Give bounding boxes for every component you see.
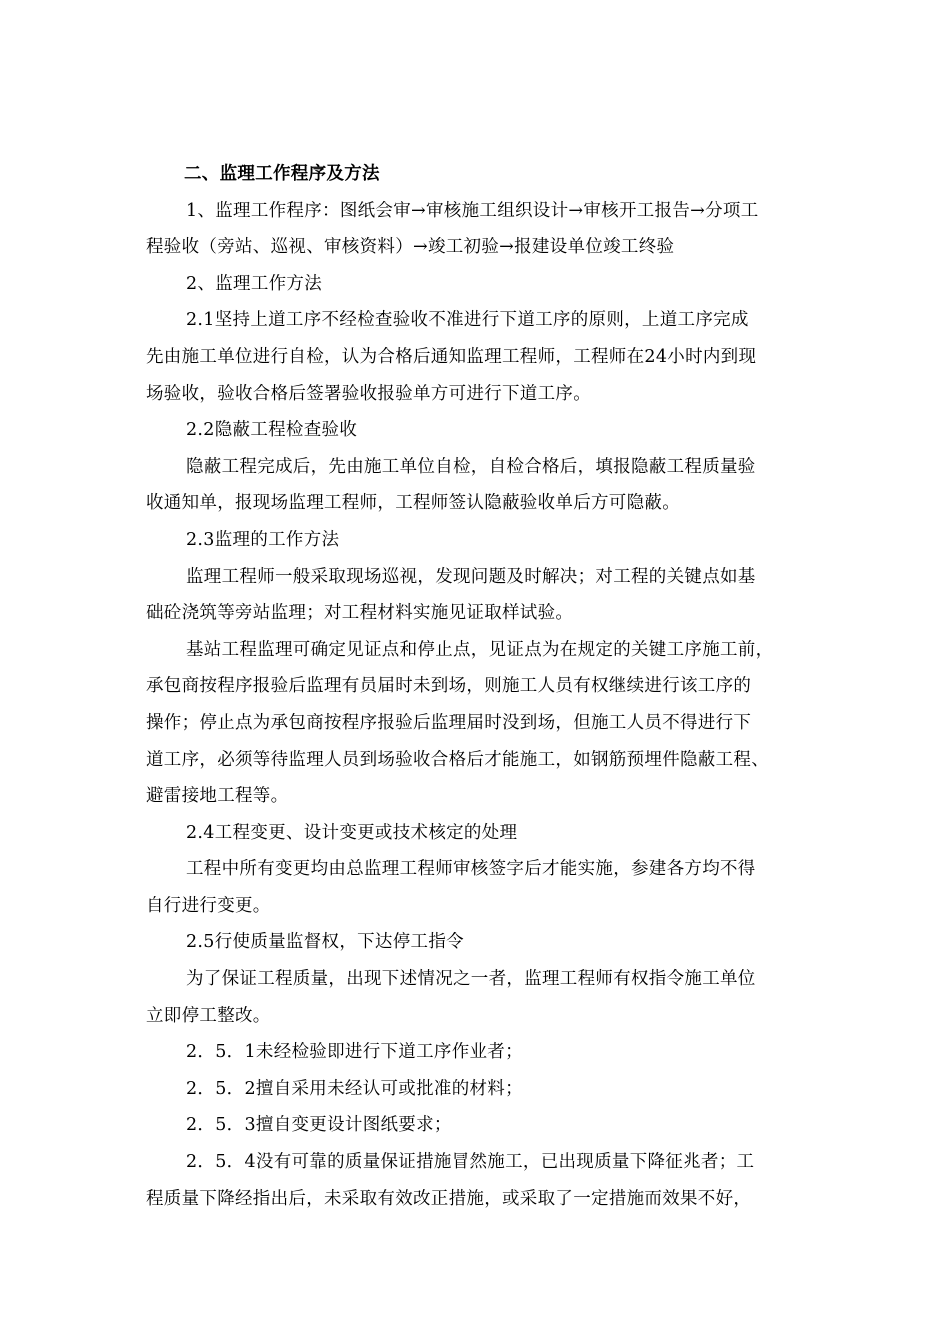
text-line: 1、监理工作程序：图纸会审→审核施工组织设计→审核开工报告→分项工 <box>186 200 759 221</box>
text-line: 避雷接地工程等。 <box>146 786 289 807</box>
text-line: 操作；停止点为承包商按程序报验后监理届时没到场，但施工人员不得进行下 <box>146 712 752 733</box>
text-line: 监理工程师一般采取现场巡视，发现问题及时解决；对工程的关键点如基 <box>186 566 756 587</box>
text-line: 2.4工程变更、设计变更或技术核定的处理 <box>186 822 518 843</box>
section-heading: 二、监理工作程序及方法 <box>184 164 380 184</box>
text-line: 础砼浇筑等旁站监理；对工程材料实施见证取样试验。 <box>146 603 574 624</box>
text-line: 程质量下降经指出后，未采取有效改正措施，或采取了一定措施而效果不好， <box>146 1188 752 1209</box>
text-line: 道工序，必须等待监理人员到场验收合格后才能施工，如钢筋预埋件隐蔽工程、 <box>146 749 769 770</box>
text-line: 2.3监理的工作方法 <box>186 529 340 550</box>
text-line: 2.1坚持上道工序不经检查验收不准进行下道工序的原则，上道工序完成 <box>186 310 749 331</box>
text-line: 工程中所有变更均由总监理工程师审核签字后才能实施，参建各方均不得 <box>186 859 756 880</box>
document-body <box>146 156 826 1217</box>
text-line: 2．5．3擅自变更设计图纸要求； <box>186 1115 452 1136</box>
text-line: 先由施工单位进行自检，认为合格后通知监理工程师，工程师在24小时内到现 <box>146 346 757 367</box>
text-line: 2、监理工作方法 <box>186 273 323 294</box>
text-line: 2．5．4没有可靠的质量保证措施冒然施工，已出现质量下降征兆者；工 <box>186 1152 755 1173</box>
text-line: 为了保证工程质量，出现下述情况之一者，监理工程师有权指令施工单位 <box>186 969 756 990</box>
text-line: 立即停工整改。 <box>146 1005 271 1026</box>
text-line: 2.2隐蔽工程检查验收 <box>186 420 358 441</box>
text-line: 隐蔽工程完成后，先由施工单位自检，自检合格后，填报隐蔽工程质量验 <box>186 456 756 477</box>
text-line: 承包商按程序报验后监理有员届时未到场，则施工人员有权继续进行该工序的 <box>146 676 752 697</box>
text-line: 基站工程监理可确定见证点和停止点，见证点为在规定的关键工序施工前， <box>186 639 774 660</box>
text-line: 2．5．1未经检验即进行下道工序作业者； <box>186 1042 523 1063</box>
text-line: 2.5行使质量监督权，下达停工指令 <box>186 932 464 953</box>
text-line: 收通知单，报现场监理工程师，工程师签认隐蔽验收单后方可隐蔽。 <box>146 493 680 514</box>
text-line: 自行进行变更。 <box>146 895 271 916</box>
text-line: 场验收，验收合格后签署验收报验单方可进行下道工序。 <box>146 383 591 404</box>
text-line: 2．5．2擅自采用未经认可或批准的材料； <box>186 1078 523 1099</box>
text-line: 程验收（旁站、巡视、审核资料）→竣工初验→报建设单位竣工终验 <box>146 237 675 258</box>
